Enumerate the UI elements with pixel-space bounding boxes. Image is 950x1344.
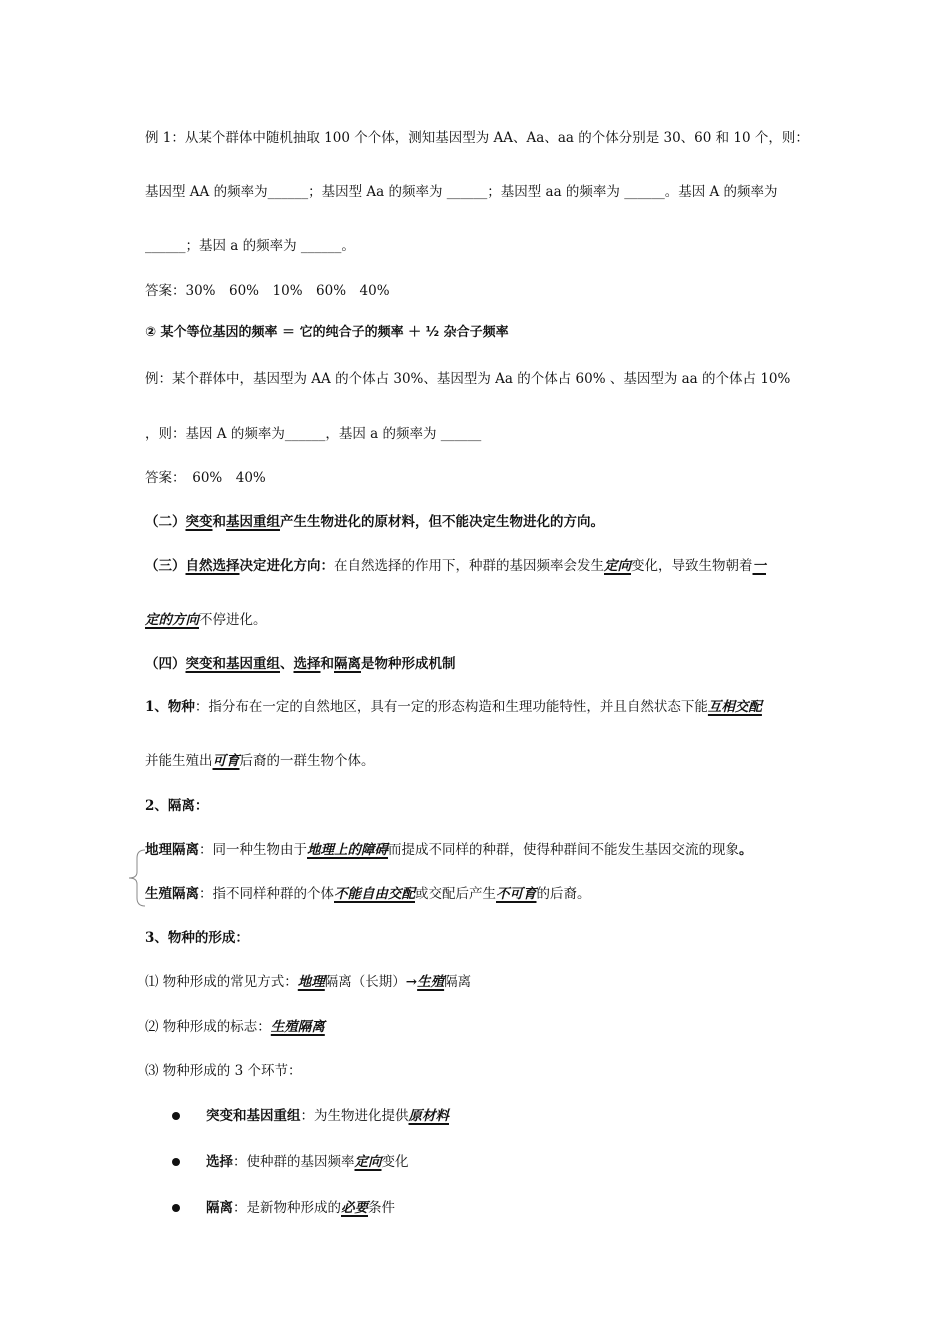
bullet-2-text: ：使种群的基因频率 — [233, 1154, 355, 1170]
section3-prefix: （三） — [145, 558, 186, 574]
bullet-icon — [172, 1158, 180, 1166]
bullet-1-text: ：为生物进化提供 — [300, 1108, 409, 1124]
rep-key-no-free-mating: 不能自由交配 — [334, 886, 415, 902]
bullet-item-2 — [206, 1152, 409, 1172]
formula2-heading: ② 某个等位基因的频率 ＝ 它的纯合子的频率 ＋ ½ 杂合子频率 — [145, 325, 509, 340]
rep-isolation-label: 生殖隔离 — [145, 886, 199, 902]
bullet-item-1 — [206, 1106, 449, 1126]
formation-item1-key-rep: 生殖 — [417, 974, 445, 990]
rep-text2: 或交配后产生 — [415, 886, 496, 902]
example2-answer: 答案： 60% 40% — [145, 470, 266, 486]
section3-title-rest: 决定进化方向： — [239, 558, 334, 574]
section2-rest: 产生生物进化的原材料，但不能决定生物进化的方向。 — [280, 514, 604, 530]
species-key-fertile: 可育 — [212, 753, 240, 769]
isolation-label: 2、隔离： — [145, 798, 209, 814]
species-text2: 并能生殖出 — [145, 753, 213, 769]
section2-heading — [145, 512, 604, 532]
species-key-interbreed: 互相交配 — [707, 699, 762, 715]
example1-line3: ______；基因 a 的频率为 ______。 — [145, 238, 355, 254]
species-line1 — [145, 697, 762, 717]
bullet-3-text: ：是新物种形成的 — [233, 1200, 341, 1216]
section3-text1: 在自然选择的作用下，种群的基因频率会发生 — [334, 558, 604, 574]
formation-item3: ⑶ 物种形成的 3 个环节： — [145, 1063, 302, 1079]
bullet-2-label: 选择 — [206, 1154, 233, 1170]
formation-item1-end: 隔离 — [444, 974, 472, 990]
section2-term-mutation: 突变 — [185, 514, 213, 530]
formation-item2-key: 生殖隔离 — [270, 1019, 325, 1035]
section4-heading — [145, 654, 456, 674]
arrow-right-icon: → — [405, 974, 418, 990]
rep-text3: 的后裔。 — [536, 886, 591, 902]
bullet-icon — [172, 1112, 180, 1120]
formation-item1-prefix: ⑴ 物种形成的常见方式： — [145, 974, 298, 990]
geo-key-barrier: 地理上的障碍 — [307, 842, 388, 858]
section2-and: 和 — [212, 514, 226, 530]
species-text3: 后裔的一群生物个体。 — [239, 753, 375, 769]
section2-prefix: （二） — [145, 514, 186, 530]
formation-item1-mid: 隔离（长期） — [324, 974, 406, 990]
example2-line2: ，则：基因 A 的频率为______，基因 a 的频率为 ______ — [145, 426, 482, 442]
species-text1: ：指分布在一定的自然地区，具有一定的形态构造和生理功能特性，并且自然状态下能 — [194, 699, 708, 715]
species-line2 — [145, 751, 375, 771]
section4-prefix: （四） — [145, 656, 186, 672]
example1-line1: 例 1：从某个群体中随机抽取 100 个个体，测知基因型为 AA、Aa、aa 的个体分别是 30、60 和 10 个，则： — [145, 130, 809, 146]
section4-term2: 选择 — [293, 656, 321, 672]
bullet-2-key: 定向 — [354, 1154, 382, 1170]
example1-answer: 答案：30% 60% 10% 60% 40% — [145, 283, 390, 299]
species-label: 1、物种 — [145, 699, 195, 715]
section3-text3: 不停进化。 — [199, 612, 267, 628]
reproductive-isolation-line — [145, 884, 591, 904]
section4-term1: 突变和基因重组 — [185, 656, 280, 672]
section3-key-directional: 定向 — [604, 558, 631, 574]
section3-line1 — [145, 556, 766, 576]
section3-key-certain-start: 一 — [752, 558, 766, 574]
brace-icon — [125, 848, 147, 908]
bullet-1-key: 原材料 — [408, 1108, 449, 1124]
formation-item2-prefix: ⑵ 物种形成的标志： — [145, 1019, 271, 1035]
bullet-3-key: 必要 — [341, 1200, 368, 1216]
section3-key-certain-direction: 定的方向 — [145, 612, 199, 628]
bullet-3-label: 隔离 — [206, 1200, 233, 1216]
example2-line1: 例：某个群体中，基因型为 AA 的个体占 30%、基因型为 Aa 的个体占 60% 、基因型为 aa 的个体占 10% — [145, 371, 791, 387]
geo-text2: 而提成不同样的种群，使得种群间不能发生基因交流的现象 — [388, 842, 739, 858]
bullet-2-end: 变化 — [381, 1154, 409, 1170]
formation-label: 3、物种的形成： — [145, 930, 249, 946]
example1-line2: 基因型 AA 的频率为______；基因型 Aa 的频率为 ______；基因型 aa 的频率为 ______。基因 A 的频率为 — [145, 184, 778, 200]
formation-item1 — [145, 972, 471, 992]
geo-isolation-label: 地理隔离 — [145, 842, 199, 858]
rep-key-infertile: 不可育 — [496, 886, 537, 902]
section3-term-natural-selection: 自然选择 — [185, 558, 240, 574]
bullet-1-label: 突变和基因重组 — [206, 1108, 301, 1124]
formation-item2 — [145, 1017, 325, 1037]
section3-line2 — [145, 610, 267, 630]
rep-text1: ：指不同样种群的个体 — [199, 886, 334, 902]
section3-text2: 变化，导致生物朝着 — [631, 558, 753, 574]
bullet-icon — [172, 1204, 180, 1212]
geo-end: 。 — [739, 842, 753, 858]
bullet-item-3 — [206, 1198, 395, 1218]
section4-sep: 、 — [280, 656, 294, 672]
geo-text1: ：同一种生物由于 — [199, 842, 307, 858]
section4-term3: 隔离 — [334, 656, 361, 672]
section4-rest: 是物种形成机制 — [361, 656, 456, 672]
section4-and: 和 — [320, 656, 334, 672]
formation-item1-key-geo: 地理 — [297, 974, 325, 990]
bullet-3-end: 条件 — [368, 1200, 395, 1216]
section2-term-recombination: 基因重组 — [226, 514, 280, 530]
geographic-isolation-line — [145, 840, 753, 860]
